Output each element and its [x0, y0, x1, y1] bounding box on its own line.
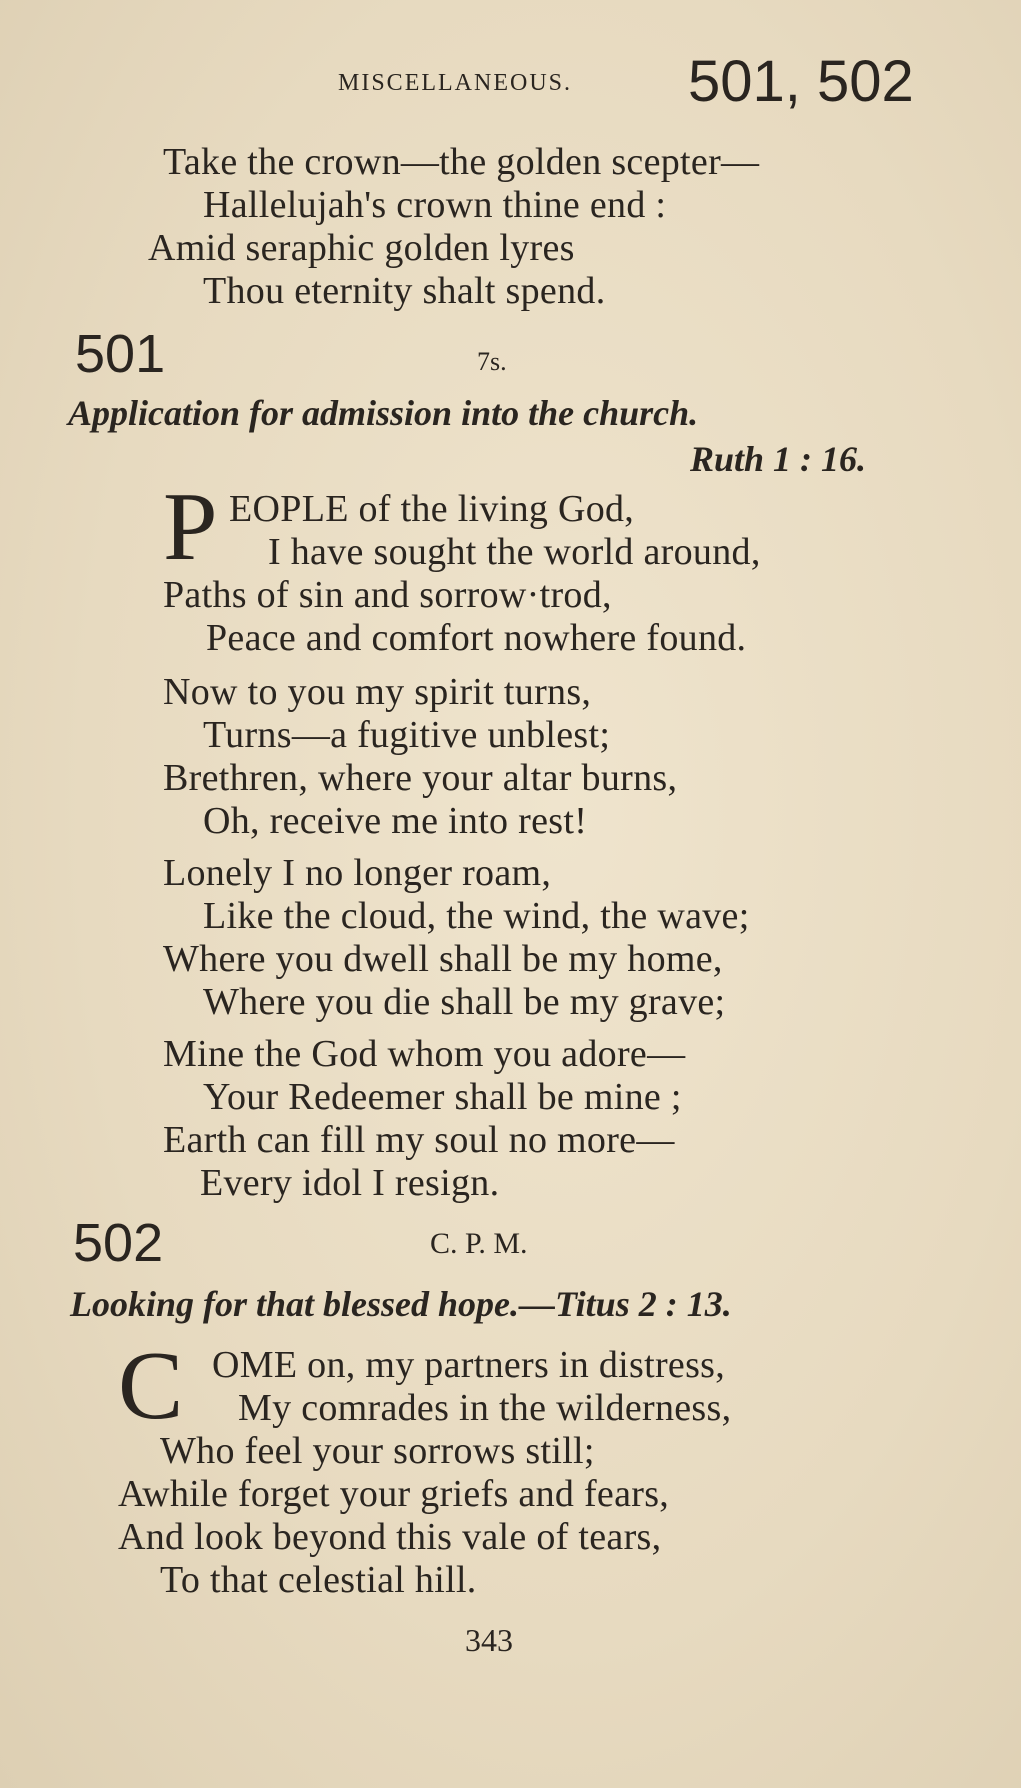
hymn-501-line: Now to you my spirit turns, [163, 671, 592, 713]
hymn-501-line: Turns—a fugitive unblest; [203, 714, 611, 756]
hymn-501-line: Brethren, where your altar burns, [163, 757, 678, 799]
hymn-501-line: Earth can fill my soul no more— [163, 1119, 675, 1161]
hymn-501-line: Lonely I no longer roam, [163, 852, 552, 894]
prev-stanza-line: Thou eternity shalt spend. [203, 270, 606, 312]
hymn-501-line: Mine the God whom you adore— [163, 1033, 686, 1075]
hymn-501-title: Application for admission into the church. [68, 393, 699, 433]
hymn-501-dropcap: P [163, 473, 218, 581]
hymn-501-line: Paths of sin and sorrow·trod, [163, 574, 612, 616]
hymn-501-line: Every idol I resign. [200, 1162, 500, 1204]
page-number: 343 [465, 1622, 513, 1658]
hymn-502-line: Who feel your sorrows still; [160, 1430, 595, 1472]
hymn-501-line: Where you dwell shall be my home, [163, 938, 723, 980]
hymn-502-first-line: OME on, my partners in distress, [212, 1344, 726, 1386]
hymn-502-line: And look beyond this vale of tears, [118, 1516, 662, 1558]
hymn-501-line: Peace and comfort nowhere found. [206, 617, 747, 659]
hymn-501-line: I have sought the world around, [268, 531, 761, 573]
hymn-501-line: Where you die shall be my grave; [203, 981, 726, 1023]
hymn-501-first-line: EOPLE of the living God, [229, 488, 635, 530]
hymn-502-line: My comrades in the wilderness, [238, 1387, 732, 1429]
header-hymn-numbers: 501, 502 [688, 49, 914, 114]
hymn-502-meter: C. P. M. [430, 1227, 528, 1260]
hymn-502-title: Looking for that blessed hope.—Titus 2 : 13. [70, 1284, 732, 1324]
hymn-501-line: Your Redeemer shall be mine ; [203, 1076, 682, 1118]
hymn-502-dropcap: C [118, 1332, 184, 1440]
hymn-501-line: Oh, receive me into rest! [203, 800, 588, 842]
hymn-501-scripture: Ruth 1 : 16. [690, 439, 867, 479]
prev-stanza-line: Take the crown—the golden scepter— [163, 141, 760, 183]
hymn-501-number: 501 [75, 324, 166, 384]
prev-stanza-line: Hallelujah's crown thine end : [203, 184, 667, 226]
hymn-501-line: Like the cloud, the wind, the wave; [203, 895, 750, 937]
hymn-502-line: Awhile forget your griefs and fears, [118, 1473, 670, 1515]
running-header: MISCELLANEOUS. [338, 70, 573, 96]
prev-stanza-line: Amid seraphic golden lyres [148, 227, 575, 269]
hymn-502-number: 502 [73, 1213, 164, 1273]
hymn-501-meter: 7s. [477, 347, 507, 376]
hymn-502-line: To that celestial hill. [160, 1559, 477, 1601]
